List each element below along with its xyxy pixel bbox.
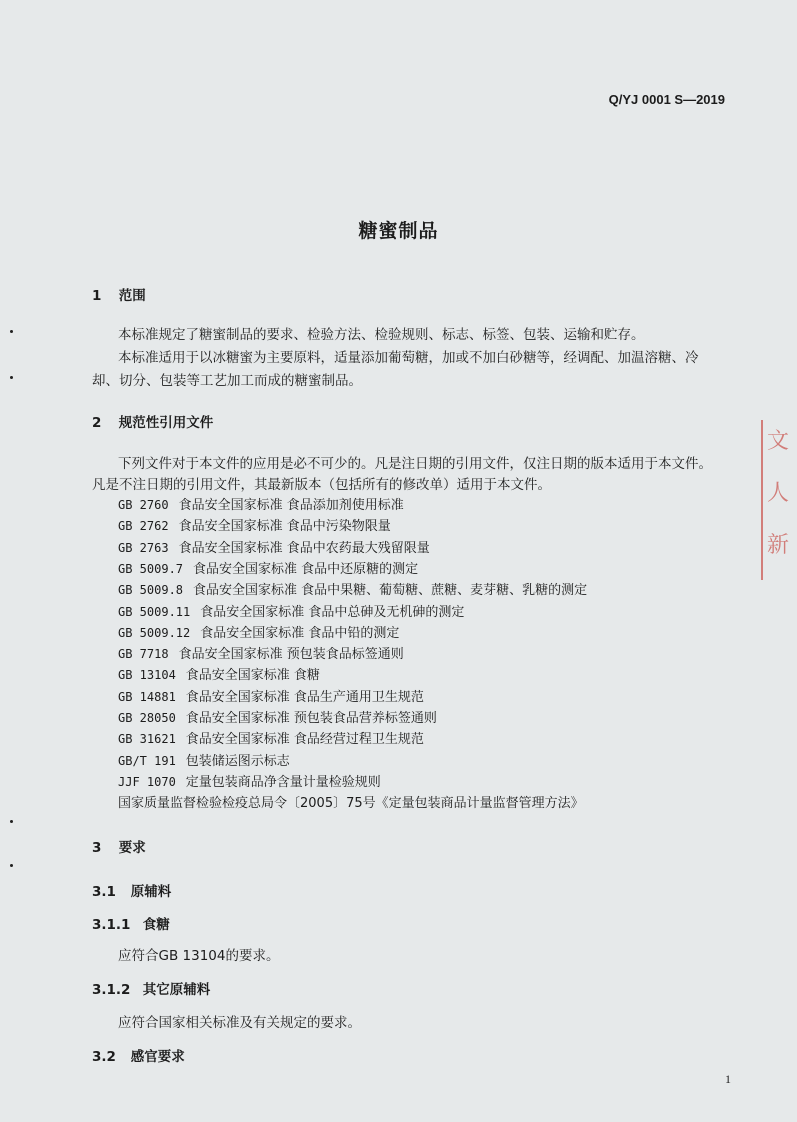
reference-item — [118, 537, 430, 556]
reference-title: 食品安全国家标准 食糖 — [185, 668, 320, 684]
reference-code: GB 5009.11 — [118, 604, 191, 619]
section-title: 要求 — [118, 840, 146, 856]
reference-item — [118, 601, 464, 620]
reference-code: GB 7718 — [118, 647, 169, 662]
reference-item — [118, 579, 587, 598]
seal-mark: 人 — [767, 481, 790, 506]
reference-item — [118, 558, 418, 577]
reference-title: 食品安全国家标准 食品生产通用卫生规范 — [185, 689, 424, 705]
paragraph: 下列文件对于本文件的应用是必不可少的。凡是注日期的引用文件，仅注日期的版本适用于本文件。 — [118, 456, 712, 472]
paragraph: 本标准适用于以冰糖蜜为主要原料，适量添加葡萄糖，加或不加白砂糖等，经调配、加温溶糖、冷 — [118, 350, 699, 366]
section-number: 2 — [92, 415, 102, 431]
paragraph: 却、切分、包装等工艺加工而成的糖蜜制品。 — [92, 373, 362, 389]
binding-hole-mark — [10, 820, 13, 823]
reference-code: GB 31621 — [118, 732, 176, 747]
reference-title: 包装储运图示标志 — [185, 753, 290, 769]
binding-hole-mark — [10, 376, 13, 379]
reference-title: 食品安全国家标准 食品中污染物限量 — [178, 519, 391, 535]
section-title: 其它原辅料 — [142, 982, 211, 998]
paragraph: 本标准规定了糖蜜制品的要求、检验方法、检验规则、标志、标签、包装、运输和贮存。 — [118, 327, 645, 343]
section-number: 3.1 — [92, 884, 116, 900]
reference-code: GB 13104 — [118, 668, 176, 683]
binding-hole-mark — [10, 864, 13, 867]
seal-mark: 新 — [767, 533, 790, 558]
reference-item — [118, 622, 399, 641]
reference-title: 食品安全国家标准 食品中农药最大残留限量 — [178, 540, 430, 556]
section-number: 3.1.2 — [92, 982, 131, 998]
reference-item — [118, 750, 290, 769]
reference-code: GB 2763 — [118, 540, 169, 555]
reference-title: 食品安全国家标准 食品中铅的测定 — [200, 625, 400, 641]
reference-title: 食品安全国家标准 食品中果糖、葡萄糖、蔗糖、麦芽糖、乳糖的测定 — [193, 583, 588, 599]
section-number: 3.1.1 — [92, 917, 131, 933]
reference-item — [118, 643, 404, 662]
section-2-heading — [92, 411, 213, 431]
section-3-1-2-heading — [92, 978, 210, 998]
reference-item — [118, 664, 320, 683]
reference-item — [118, 707, 437, 726]
section-title: 原辅料 — [130, 884, 172, 900]
section-number: 3 — [92, 840, 102, 856]
section-number: 1 — [92, 288, 102, 304]
reference-title: 食品安全国家标准 食品中还原糖的测定 — [193, 561, 419, 577]
reference-title: 食品安全国家标准 食品中总砷及无机砷的测定 — [200, 604, 465, 620]
reference-title: 定量包装商品净含量计量检验规则 — [185, 774, 381, 790]
reference-code: GB 28050 — [118, 711, 176, 725]
reference-code: JJF 1070 — [118, 774, 176, 789]
reference-item — [118, 771, 381, 790]
section-title: 食糖 — [142, 917, 170, 933]
document-title: 糖蜜制品 — [358, 220, 439, 242]
reference-item — [118, 515, 391, 534]
reference-item — [118, 728, 424, 747]
reference-item — [118, 686, 424, 705]
paragraph: 应符合GB 13104的要求。 — [118, 948, 280, 964]
section-title: 范围 — [118, 288, 146, 304]
seal-stamp-fragment — [761, 420, 797, 580]
reference-title: 食品安全国家标准 预包装食品营养标签通则 — [185, 711, 437, 726]
section-title: 感官要求 — [130, 1049, 185, 1065]
binding-hole-mark — [10, 330, 13, 333]
section-title: 规范性引用文件 — [118, 415, 214, 431]
reference-title: 食品安全国家标准 食品添加剂使用标准 — [178, 498, 404, 513]
section-number: 3.2 — [92, 1049, 116, 1065]
reference-title: 食品安全国家标准 预包装食品标签通则 — [178, 647, 404, 663]
reference-code: GB 2760 — [118, 498, 169, 512]
section-3-1-1-heading — [92, 913, 170, 933]
reference-code: GB 5009.12 — [118, 625, 191, 640]
reference-item: 国家质量监督检验检疫总局令〔2005〕75号《定量包装商品计量监督管理方法》 — [118, 796, 584, 811]
paragraph: 应符合国家相关标准及有关规定的要求。 — [118, 1015, 361, 1031]
seal-mark: 文 — [767, 429, 790, 454]
section-3-2-heading — [92, 1045, 185, 1065]
reference-code: GB 14881 — [118, 689, 176, 704]
reference-code: GB 2762 — [118, 519, 169, 534]
section-1-heading — [92, 284, 146, 304]
reference-code: GB 5009.7 — [118, 561, 184, 576]
reference-title: 食品安全国家标准 食品经营过程卫生规范 — [185, 732, 424, 748]
section-3-heading — [92, 836, 146, 856]
page-number: 1 — [725, 1072, 731, 1086]
section-3-1-heading — [92, 880, 171, 900]
standard-code: Q/YJ 0001 S—2019 — [608, 92, 725, 107]
reference-item — [118, 494, 404, 513]
reference-code: GB 5009.8 — [118, 583, 184, 598]
paragraph: 凡是不注日期的引用文件，其最新版本（包括所有的修改单）适用于本文件。 — [92, 477, 551, 493]
reference-code: GB/T 191 — [118, 753, 176, 768]
